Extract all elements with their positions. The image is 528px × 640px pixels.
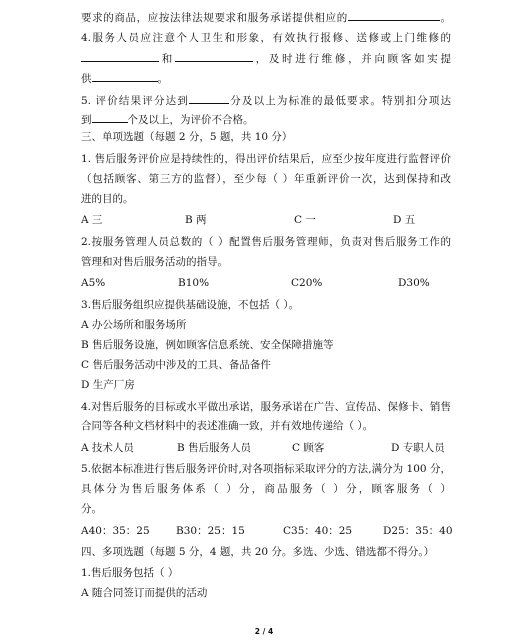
paragraph-line: 4.服务人员应注意个人卫生和形象，有效执行报修、送修或上门维修的 — [81, 32, 451, 44]
option-d: D25：35：40 — [383, 525, 453, 537]
paragraph-line — [81, 50, 451, 66]
option-d: D 五 — [393, 214, 416, 226]
option-b: B10% — [178, 277, 210, 289]
blank-underline — [175, 50, 253, 62]
question-text: 管理和对售后服务活动的指导。 — [81, 256, 228, 268]
options-row — [81, 441, 451, 455]
question-text: 2.按服务管理人员总数的（ ）配置售后服务管理师，负责对售后服务工作的 — [81, 236, 451, 248]
option-b: B30：25：15 — [176, 525, 245, 537]
option-line: A 随合同签订而提供的活动 — [81, 587, 208, 599]
option-line: A 办公场所和服务场所 — [81, 319, 187, 331]
line-text: ，及时进行维修，并向顾客如实提 — [252, 53, 452, 65]
option-b: B 售后服务人员 — [177, 442, 252, 454]
option-a: A5% — [81, 277, 106, 289]
blank-underline — [92, 70, 158, 82]
option-a: A 三 — [81, 214, 103, 226]
paragraph-line — [81, 70, 451, 86]
option-c: C35：40：25 — [283, 525, 353, 537]
line-text: 个及以上，为评价不合格。 — [127, 114, 254, 126]
question-text: 分。 — [81, 503, 102, 515]
blank-underline — [92, 111, 128, 123]
option-c: C 一 — [294, 214, 316, 226]
blank-underline — [189, 92, 229, 104]
blank-underline — [348, 9, 440, 21]
question-text: （包括顾客、第三方的监督），至少每（ ）年重新评价一次，达到保持和改 — [81, 173, 451, 185]
question-text: 3.售后服务组织应提供基础设施，不包括（ ）。 — [81, 299, 300, 311]
question-text: 1. 售后服务评价应是持续性的，得出评价结果后，应至少按年度进行监督评价 — [81, 153, 451, 165]
line-text: 和 — [159, 53, 175, 65]
option-d: D30% — [398, 277, 430, 289]
paragraph-line — [81, 9, 451, 25]
option-a: A40：35：25 — [81, 525, 150, 537]
line-text: 到 — [81, 114, 92, 126]
option-line: B 售后服务设施，例如顾客信息系统、安全保障措施等 — [81, 339, 334, 351]
option-d: D 专职人员 — [391, 442, 445, 454]
blank-underline — [81, 50, 159, 62]
section-heading: 三、单项选题（每题 2 分，5 题，共 10 分） — [81, 131, 293, 143]
paragraph-line — [81, 111, 451, 127]
paragraph-line — [81, 92, 451, 108]
option-b: B 两 — [185, 214, 207, 226]
question-text: 合同等各种文档材料中的表述准确一致，并有效地传递给（ ）。 — [81, 420, 374, 432]
options-row — [81, 276, 451, 290]
question-text: 4.对售后服务的目标或水平做出承诺，服务承诺在广告、宣传品、保修卡、销售 — [81, 401, 451, 413]
options-row — [81, 524, 451, 538]
question-text: 1.售后服务包括（ ） — [81, 567, 179, 579]
option-c: C 顾客 — [292, 442, 325, 454]
line-text: 5. 评价结果评分达到 — [81, 95, 190, 107]
section-heading: 四、多项选题（每题 5 分，4 题，共 20 分。多选、少选、错选都不得分。） — [81, 546, 435, 558]
line-text: 分及以上为标准的最低要求。特别扣分项达 — [229, 95, 452, 107]
line-text: 。 — [439, 12, 452, 24]
question-text: 5.依据本标准进行售后服务评价时,对各项指标采取评分的方法,满分为 100 分， — [81, 463, 451, 475]
options-row — [81, 213, 451, 227]
option-line: D 生产厂房 — [81, 379, 135, 391]
question-text: 进的目的。 — [81, 193, 134, 205]
line-text: 供 — [81, 73, 92, 85]
question-text: 具体分为售后服务体系（ ）分，商品服务（ ）分，顾客服务（ ） — [81, 483, 451, 495]
page-number: 2 / 4 — [254, 627, 274, 636]
option-a: A 技术人员 — [81, 442, 134, 454]
option-c: C20% — [291, 277, 323, 289]
option-line: C 售后服务活动中涉及的工具、备品备件 — [81, 359, 271, 371]
line-text: 。 — [157, 73, 168, 85]
line-text: 要求的商品，应按法律法规要求和服务承诺提供相应的 — [81, 12, 348, 24]
